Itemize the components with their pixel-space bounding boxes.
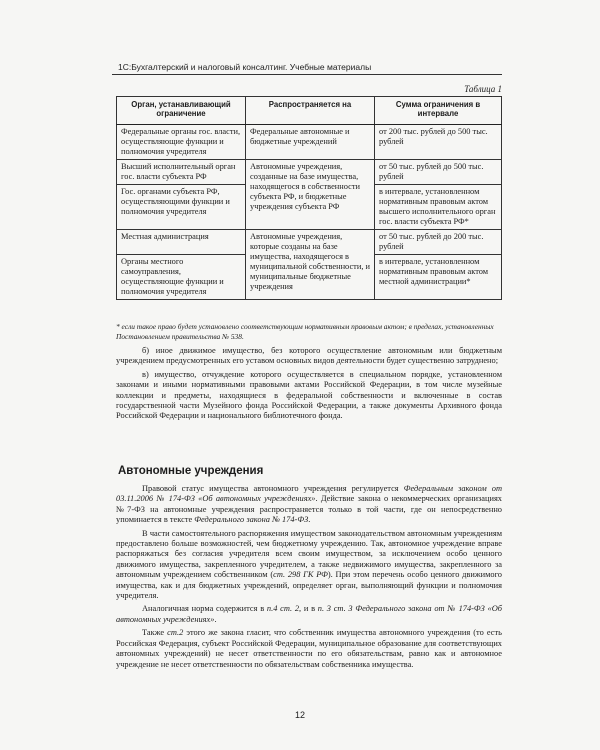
law-reference: ст. 298 ГК РФ [273, 570, 328, 580]
table-cell-organ: Гос. органами субъекта РФ, осуществляющими функции и полномочия учредителя [117, 185, 246, 230]
table-cell-organ: Местная администрация [117, 230, 246, 255]
header-rule [112, 74, 502, 75]
table-cell-amount: от 50 тыс. рублей до 500 тыс. рублей [375, 160, 502, 185]
text-run: . [214, 614, 217, 624]
paragraph-block-1 [116, 346, 502, 422]
table-cell-applies: Автономные учреждения, которые созданы на базе имущества, находящегося в муниципальной собственности, и муниципальные бюджетные учреждения [246, 230, 375, 300]
table-cell-amount: от 50 тыс. рублей до 200 тыс. рублей [375, 230, 502, 255]
table-cell-amount: от 200 тыс. рублей до 500 тыс. рублей [375, 125, 502, 160]
table-row [117, 160, 502, 185]
column-header-applies: Распространяется на [246, 97, 375, 125]
table-footnote: * если такое право будет установлено соответствующим нормативным правовым актом; в пределах, установленных Постановлением правительства № 538. [116, 322, 494, 341]
table-cell-amount: в интервале, установленном нормативным правовым актом высшего исполнительного орган гос. власти субъекта РФ* [375, 185, 502, 230]
restriction-table [116, 96, 502, 300]
law-reference: ст.2 [167, 628, 184, 638]
text-run: Также [142, 628, 168, 638]
table-cell-applies: Автономные учреждения, созданные на базе имущества, находящегося в собственности субъекта РФ, и бюджетные учреждения субъекта РФ [246, 160, 375, 230]
paragraph [116, 628, 502, 670]
law-reference: п.4 ст. 2 [266, 604, 300, 614]
table-cell-applies: Федеральные автономные и бюджетные учреждений [246, 125, 375, 160]
text-run: . Действие закона о некоммерческих организациях №7-ФЗ на автономные учреждения распространяется только в той части, где он непосредственно упоминается в тексте [116, 494, 502, 525]
page-number: 12 [294, 710, 305, 720]
table-cell-organ: Высший исполнительный орган гос. власти субъекта РФ [117, 160, 246, 185]
law-reference: Федерального закона № 174-ФЗ [194, 515, 309, 525]
text-run: Правовой статус имущества автономного учреждения регулируется [142, 484, 404, 493]
column-header-amount: Сумма ограничения в интервале [375, 97, 502, 125]
paragraph [116, 604, 502, 625]
text-run: В части самостоятельного распоряжения имуществом законодательством автономным учреждениям предоставлено больше возможностей, чем бюджетному учреждению. Так, автономное учреждение вправе распоряжаться без согласия учредителя всем своим имуществом, за исключением особо ценного движимого имущества, закрепленного учредителем, а также недвижимого имущества, закрепленного за автономным учреждением собственником ( [116, 528, 502, 580]
text-run: этого же закона гласит, что собственник имущества автономного учреждения (то есть Российская Федерация, субъект Российской Федерации, муниципальное образование для соответствующих автономных учреждений) не несет ответственности по его обязательствам, равно как и автономное учреждение не несет ответственности по обязательствам собственника имущества. [116, 628, 502, 669]
law-reference: п. 3 ст. 3 Федерального закона от № 174-ФЗ «Об автономных учреждениях» [116, 604, 503, 624]
text-run: . [308, 515, 311, 525]
text-run: Аналогичная норма содержится в [142, 604, 267, 614]
table-row [117, 125, 502, 160]
table-row [117, 230, 502, 255]
paragraph [116, 529, 502, 602]
running-header: 1С:Бухгалтерский и налоговый консалтинг. Учебные материалы [118, 62, 372, 72]
law-reference: Федеральным законом от 03.11.2006 № 174-ФЗ «Об автономных учреждениях» [116, 484, 503, 504]
paragraph: в) имущество, отчуждение которого осуществляется в специальном порядке, установленном законами и иными нормативными правовыми актами Российской Федерации, в том числе музейные коллекции и предметы, находящиеся в федеральной собственности и включенные в состав государственной части Музейного фонда Российской Федерации, а также документы Архивного фонда Российской Федерации и национального библиотечного фонда. [116, 369, 502, 421]
table-cell-amount: в интервале, установленном нормативным правовым актом местной администрации* [375, 255, 502, 300]
section-heading: Автономные учреждения [118, 465, 264, 477]
paragraph-block-2 [116, 484, 502, 670]
text-run: , и в [299, 604, 318, 614]
paragraph [116, 484, 502, 526]
text-run: ). При этом перечень особо ценного движимого имущества, как и для бюджетных учреждений, определяет орган, выполняющий функции и полномочия учредителя. [116, 570, 502, 601]
table-cell-organ: Федеральные органы гос. власти, осуществляющие функции и полномочия учредителя [117, 125, 246, 160]
table-cell-organ: Органы местного самоуправления, осуществляющие функции и полномочия учредителя [117, 255, 246, 300]
table-header-row [117, 97, 502, 125]
table-label: Таблица 1 [464, 84, 502, 94]
paragraph: б) иное движимое имущество, без которого осуществление автономным или бюджетным учреждением предусмотренных его уставом основных видов деятельности будет существенно затруднено; [116, 346, 502, 366]
column-header-organ: Орган, устанавливающий ограничение [117, 97, 246, 125]
